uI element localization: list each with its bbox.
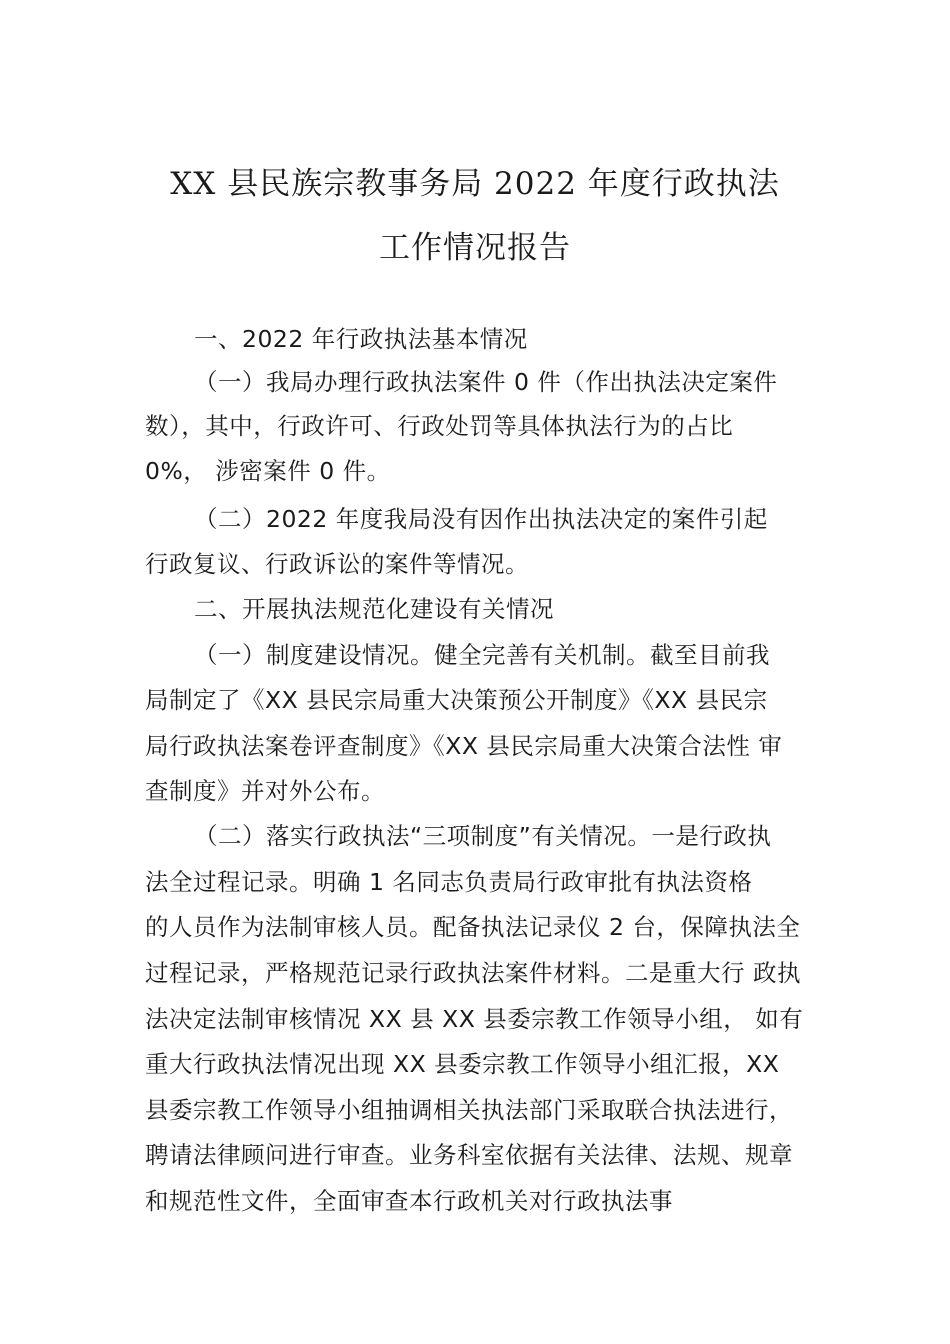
paragraph-line: 法决定法制审核情况 XX 县 XX 县委宗教工作领导小组， 如有 (145, 1005, 804, 1033)
paragraph-line: 和规范性文件，全面审查本行政机关对行政执法事 (145, 1187, 673, 1215)
paragraph-line: 法全过程记录。明确 1 名同志负责局行政审批有执法资格 (145, 868, 753, 896)
paragraph-line: （二）落实行政执法“三项制度”有关情况。一是行政执 (194, 822, 772, 850)
section-heading-1: 一、2022 年行政执法基本情况 (194, 325, 528, 353)
paragraph-line: 聘请法律顾问进行审查。业务科室依据有关法律、法规、规章 (145, 1141, 793, 1169)
paragraph-line: （二）2022 年度我局没有因作出执法决定的案件引起 (194, 505, 768, 533)
paragraph-line: 局行政执法案卷评查制度》《XX 县民宗局重大决策合法性 审 (145, 732, 783, 760)
report-title-line-1: XX 县民族宗教事务局 2022 年度行政执法 (170, 166, 780, 202)
paragraph-line: 数），其中，行政许可、行政处罚等具体执法行为的占比 (145, 412, 734, 440)
paragraph-line: 0%， 涉密案件 0 件。 (145, 457, 391, 485)
report-title-line-2: 工作情况报告 (379, 230, 571, 266)
paragraph-line: （一）我局办理行政执法案件 0 件（作出执法决定案件 (194, 368, 778, 396)
paragraph-line: 的人员作为法制审核人员。配备执法记录仪 2 台，保障执法全 (145, 913, 801, 941)
paragraph-line: 行政复议、行政诉讼的案件等情况。 (145, 550, 529, 578)
paragraph-line: 县委宗教工作领导小组抽调相关执法部门采取联合执法进行， (145, 1096, 793, 1124)
paragraph-line: 重大行政执法情况出现 XX 县委宗教工作领导小组汇报，XX (145, 1050, 780, 1078)
paragraph-line: 过程记录，严格规范记录行政执法案件材料。二是重大行 政执 (145, 959, 801, 987)
paragraph-line: 局制定了《XX 县民宗局重大决策预公开制度》《XX 县民宗 (145, 686, 768, 714)
paragraph-line: （一）制度建设情况。健全完善有关机制。截至目前我 (194, 641, 770, 669)
paragraph-line: 查制度》并对外公布。 (145, 777, 385, 805)
section-heading-2: 二、开展执法规范化建设有关情况 (194, 595, 554, 623)
